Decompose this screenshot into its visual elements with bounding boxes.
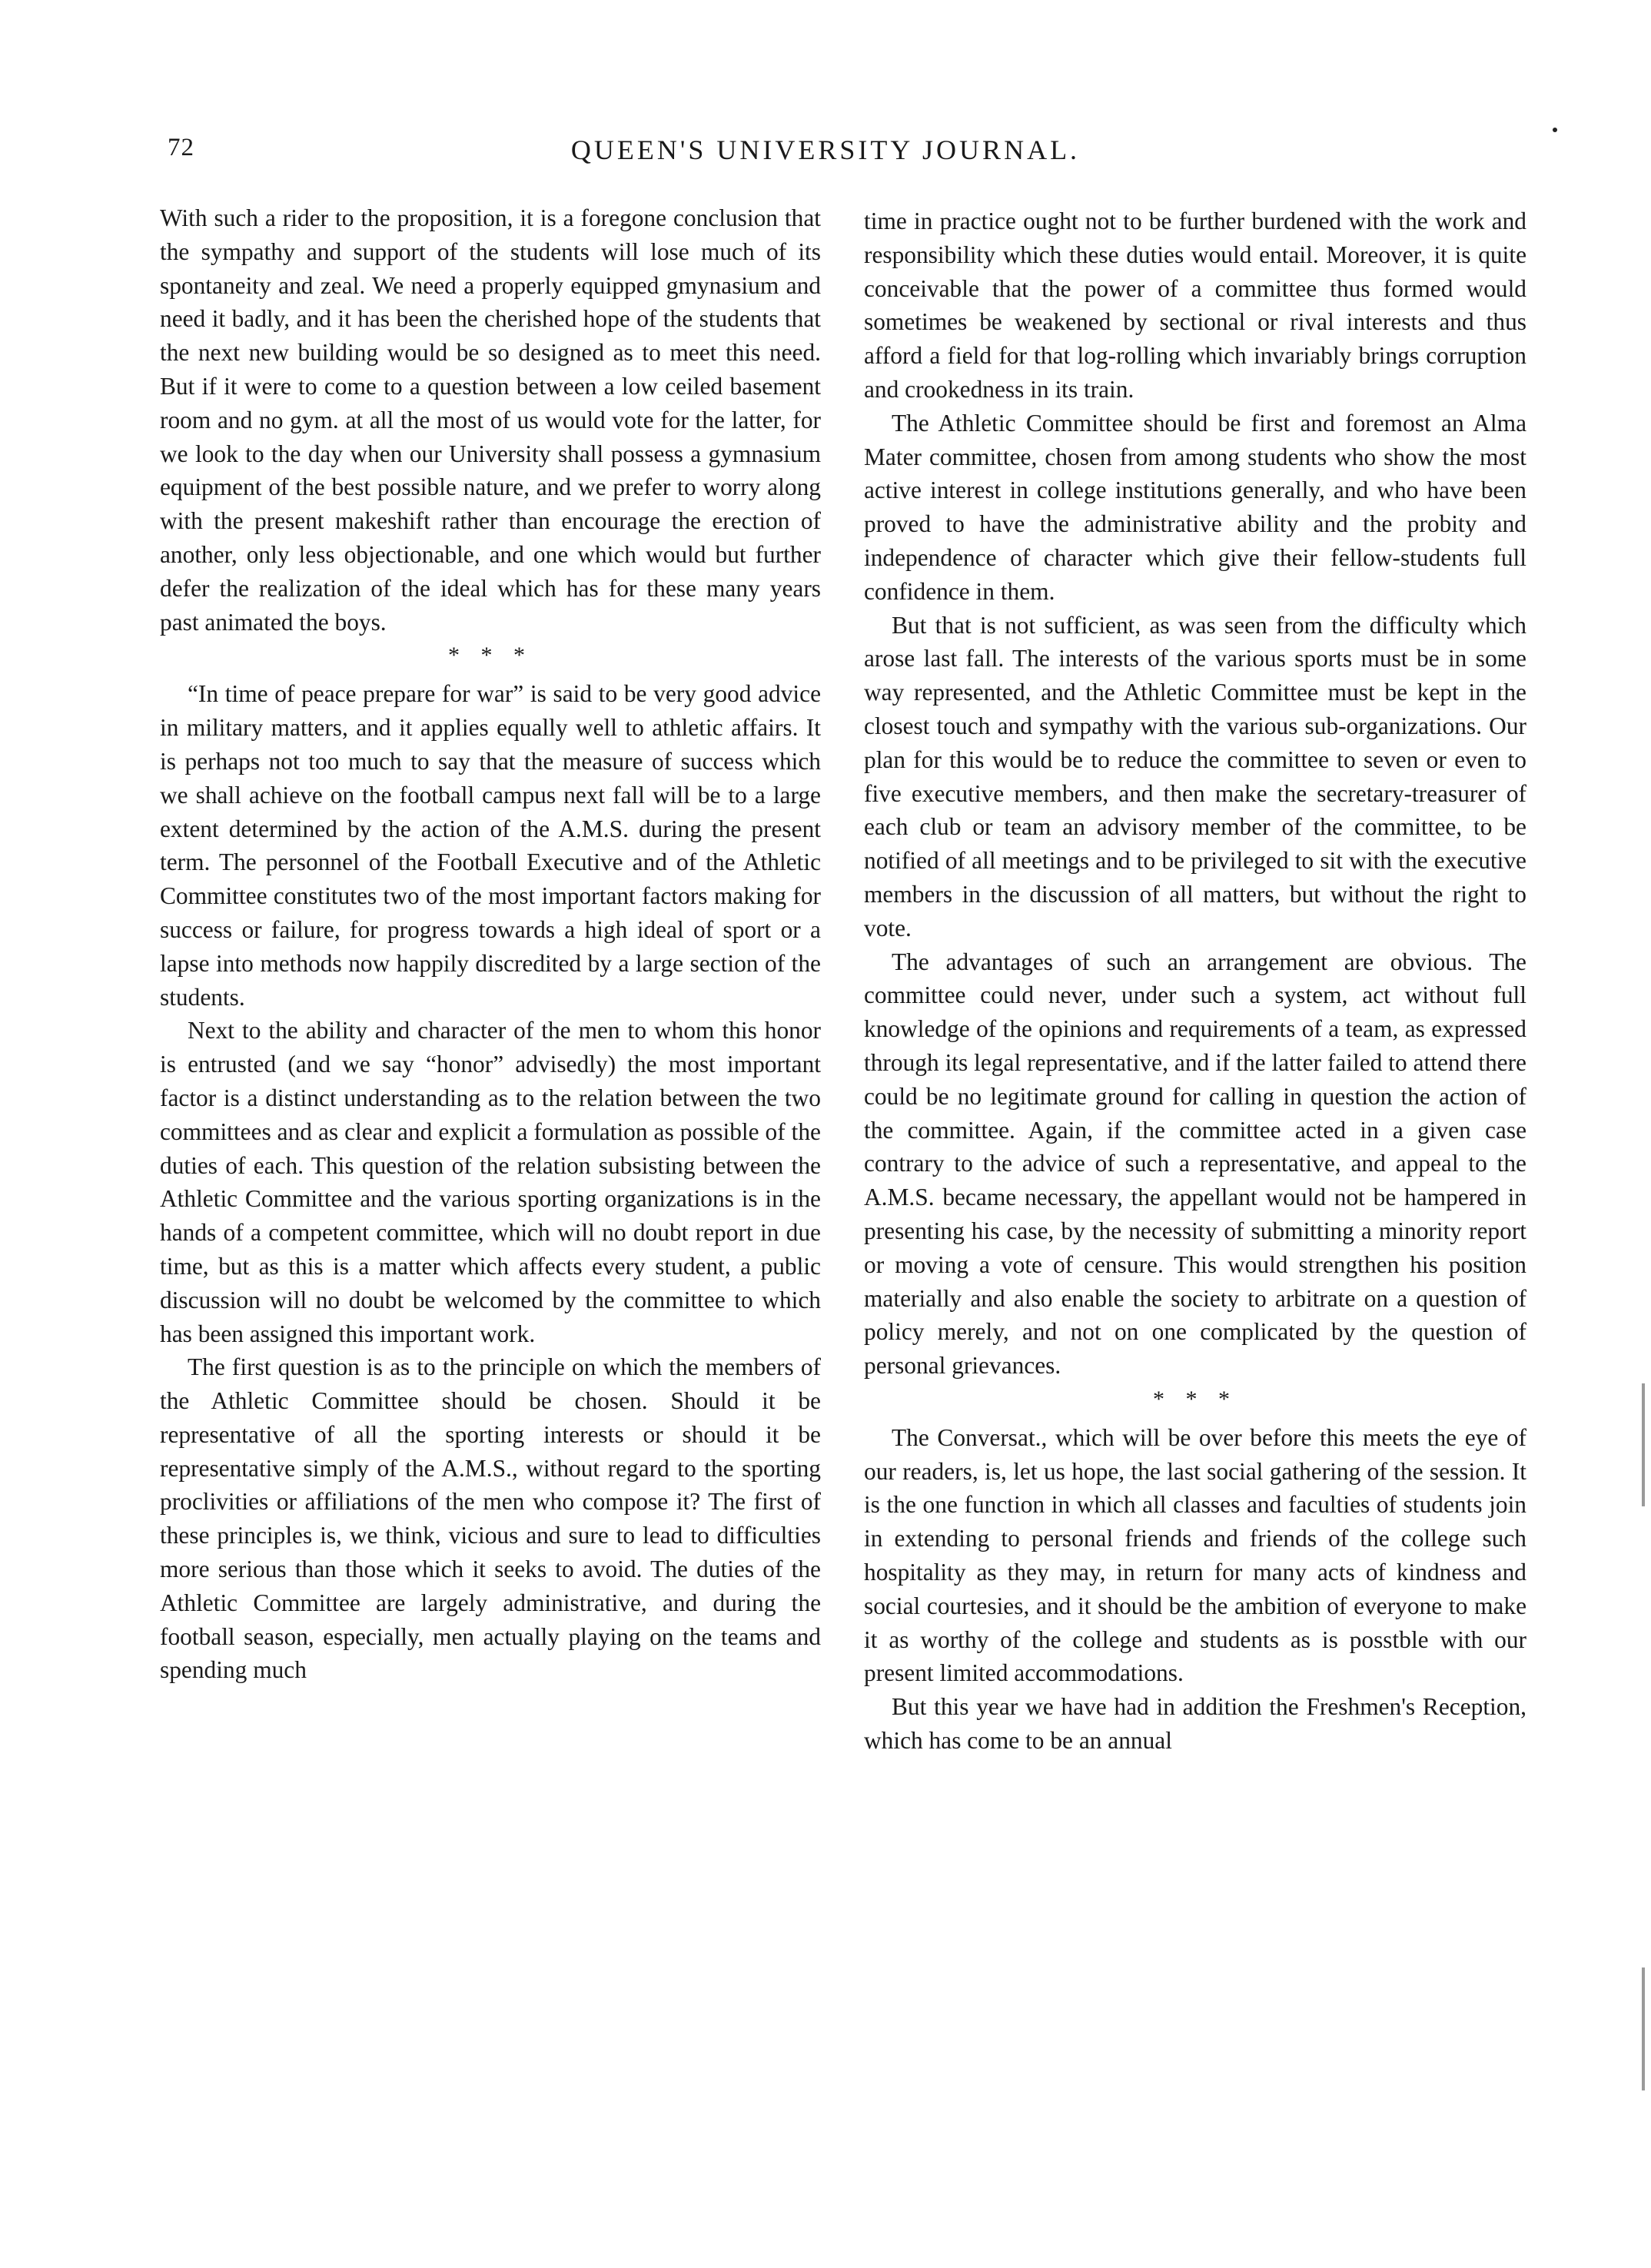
page-number: 72 — [168, 134, 194, 161]
right-column — [864, 204, 1526, 1758]
paragraph: With such a rider to the proposition, it is a foregone conclusion that the sympathy and support of the students will lose much of its spontaneity and zeal. We need a properly equipped gmynasium and need it badly, and it has been the cherished hope of the students that the next new building would be so designed as to meet this need. But if it were to come to a question between a low ceiled basement room and no gym. at all the most of us would vote for the latter, for we look to the day when our University shall possess a gymnasium equipment of the best possible nature, and we prefer to worry along with the present makeshift rather than encourage the erection of another, only less objectionable, and one which would but further defer the realization of the ideal which has for these many years past animated the boys. — [160, 204, 821, 636]
scan-edge-mark — [1642, 1383, 1645, 1506]
paragraph: “In time of peace prepare for war” is said to be very good advice in military matters, and it applies equally well to athletic affairs. It is perhaps not too much to say that the measure of success which we shall achieve on the football campus next fall will be to a large extent determined by the action of the A.M.S. during the present term. The personnel of the Football Executive and of the Athletic Committee constitutes two of the most important factors making for success or failure, for progress towards a high ideal of sport or a lapse into methods now happily discredited by a large section of the students. — [160, 680, 821, 1011]
paragraph: The advantages of such an arrangement are obvious. The committee could never, under such a system, act without full knowledge of the opinions and requirements of a team, as expressed through its legal representative, and if the latter failed to attend there could be no legitimate ground for calling in question the action of the committee. Again, if the committee acted in a given case contrary to the advice of such a representative, and appeal to the A.M.S. became necessary, the appellant would not be hampered in presenting his case, by the necessity of submitting a minority report or moving a vote of censure. This would strengthen his position materially and also enable the society to arbitrate on a question of policy merely, and not on one complicated by the question of personal grievances. — [864, 948, 1526, 1380]
scan-dot — [1553, 128, 1557, 132]
left-column — [160, 201, 821, 1687]
running-head: QUEEN'S UNIVERSITY JOURNAL. — [570, 134, 1081, 165]
section-divider-asterism: * * * — [1153, 1386, 1237, 1412]
paragraph: But this year we have had in addition the Freshmen's Reception, which has come to be an annual — [864, 1693, 1526, 1755]
paragraph: The first question is as to the principle on which the members of the Athletic Committee should be chosen. Should it be representative of all the sporting interests or should it be representative simply of the A.M.S., without regard to the sporting proclivities or affiliations of the men who compose it? The first of these principles is, we think, vicious and sure to lead to difficulties more serious than those which it seeks to avoid. The duties of the Athletic Committee are largely administrative, and during the football season, especially, men actually playing on the teams and spending much — [160, 1353, 821, 1684]
paragraph: The Athletic Committee should be first and foremost an Alma Mater committee, chosen from among students who show the most active interest in college institutions generally, and who have been proved to have the administrative ability and the probity and independence of character which give their fellow-students full confidence in them. — [864, 409, 1526, 605]
paragraph: time in practice ought not to be further burdened with the work and responsibility which these duties would entail. Moreover, it is quite conceivable that the power of a committee thus formed would sometimes be weakened by sectional or rival interests and thus afford a field for that log-rolling which invariably brings corruption and crookedness in its train. — [864, 208, 1526, 403]
section-divider-asterism: * * * — [448, 643, 533, 669]
paragraph: The Conversat., which will be over before this meets the eye of our readers, is, let us hope, the last social gathering of the session. It is the one function in which all classes and faculties of students join in extending to personal friends and friends of the college such hospitality as they may, in return for many acts of kindness and social courtesies, and it should be the ambition of everyone to make it as worthy of the college and students as is posstble with our present limited accommodations. — [864, 1423, 1526, 1687]
scan-edge-mark — [1642, 1967, 1645, 2090]
paragraph: But that is not sufficient, as was seen from the difficulty which arose last fall. The interests of the various sports must be in some way represented, and the Athletic Committee must be kept in the closest touch and sympathy with the various sub-organizations. Our plan for this would be to reduce the committee to seven or even to five executive members, and then make the secretary-treasurer of each club or team an advisory member of the committee, to be notified of all meetings and to be privileged to sit with the executive members in the discussion of all matters, but without the right to vote. — [864, 611, 1526, 941]
paragraph: Next to the ability and character of the men to whom this honor is entrusted (and we say “honor” advisedly) the most important factor is a distinct understanding as to the relation between the two committees and as clear and explicit a formulation as possible of the duties of each. This question of the relation subsisting between the Athletic Committee and the various sporting organizations is in the hands of a competent committee, which will no doubt report in due time, but as this is a matter which affects every student, a public discussion will no doubt be welcomed by the committee to which has been assigned this important work. — [160, 1017, 821, 1347]
